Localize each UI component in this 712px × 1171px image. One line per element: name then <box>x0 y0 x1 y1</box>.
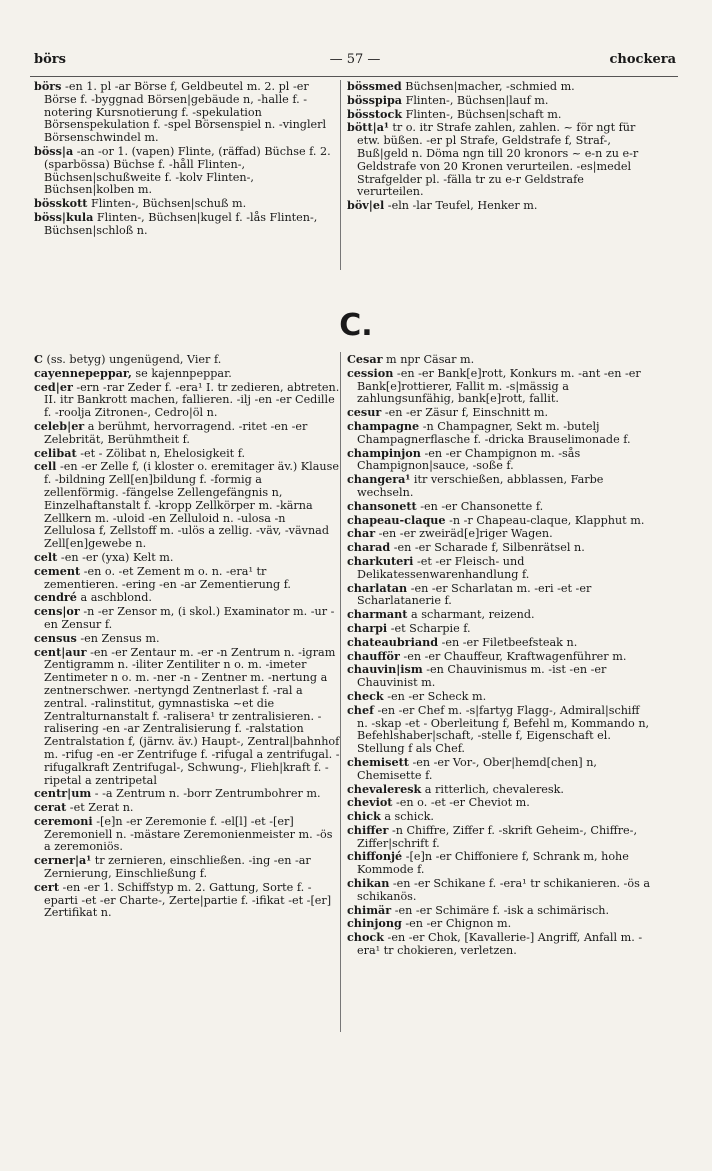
header-rule <box>30 76 678 77</box>
dictionary-entry <box>347 904 653 918</box>
dictionary-entry <box>347 931 653 958</box>
dictionary-entry <box>347 353 653 367</box>
entry-definition: -en -er Chok, [Kavallerie-] Angriff, Anfall m. -era¹ tr chokieren, verletzen. <box>357 931 643 958</box>
dictionary-entry <box>34 80 340 145</box>
dictionary-entry <box>347 541 653 555</box>
entry-definition: a scharmant, reizend. <box>407 608 535 622</box>
dictionary-entry <box>34 551 340 565</box>
dictionary-entry <box>34 565 340 592</box>
entry-headword: bössmed <box>347 79 402 93</box>
dictionary-entry <box>347 420 653 447</box>
entry-headword: census <box>34 630 77 645</box>
entry-definition: -en -er zweiräd[e]riger Wagen. <box>375 527 553 541</box>
entry-headword: cent|aur <box>34 644 87 659</box>
entry-headword: chaufför <box>347 648 400 663</box>
entry-headword: chauvin|ism <box>347 662 423 677</box>
dictionary-entry <box>34 211 340 238</box>
entry-headword: chimär <box>347 902 392 917</box>
entry-headword: chick <box>347 809 381 824</box>
dictionary-entry <box>347 527 653 541</box>
dictionary-entry <box>347 514 653 528</box>
entry-definition: se kajennpeppar. <box>131 366 232 380</box>
entry-headword: böss|kula <box>34 209 94 224</box>
entry-headword: ced|er <box>34 379 73 394</box>
entry-headword: chiffonjé <box>347 849 403 864</box>
dictionary-entry <box>347 473 653 500</box>
entry-headword: cell <box>34 459 57 474</box>
entry-headword: C <box>34 352 43 366</box>
entry-definition: -n -r Chapeau-claque, Klapphut m. <box>445 513 645 527</box>
dictionary-entry <box>347 796 653 810</box>
entry-definition: -en -er Scheck m. <box>383 689 487 703</box>
entry-headword: check <box>347 688 384 703</box>
entry-definition: -en -er Filetbeefsteak n. <box>438 635 578 649</box>
dictionary-entry <box>347 500 653 514</box>
entry-definition: -n -er Zensor m, (i skol.) Examinator m. -ur -en Zensur f. <box>44 605 335 631</box>
entry-headword: charmant <box>347 607 408 622</box>
entry-headword: chinjong <box>347 916 402 931</box>
entry-headword: cens|or <box>34 604 80 619</box>
dictionary-entry <box>347 447 653 474</box>
dictionary-entry <box>34 460 340 551</box>
entry-definition: -en -er Zäsur f, Einschnitt m. <box>381 406 549 420</box>
entry-headword: cert <box>34 879 59 894</box>
column-bottom-left <box>34 353 340 920</box>
entry-headword: cerner|a¹ <box>34 853 92 868</box>
entry-definition: a ritterlich, chevaleresk. <box>421 782 564 796</box>
entry-definition: -en -er Champignon m. -sås Champignon|sauce, -soße f. <box>357 446 581 473</box>
entry-definition: Flinten-, Büchsen|kugel f. -lås Flinten-, Büchsen|schloß n. <box>44 210 318 237</box>
dictionary-entry <box>347 783 653 797</box>
entry-definition: -en -er Vor-, Ober|hemd[chen] n, Chemisette f. <box>357 755 597 782</box>
entry-definition: (ss. betyg) ungenügend, Vier f. <box>42 353 222 366</box>
dictionary-entry <box>347 663 653 690</box>
entry-headword: chateaubriand <box>347 634 439 649</box>
entry-definition: Büchsen|macher, -schmied m. <box>401 80 575 93</box>
header-left-guideword: börs <box>34 52 66 67</box>
entry-definition: -en -er Bank[e]rott, Konkurs m. -ant -en -er Bank[e]rottierer, Fallit m. -s|mässig a zahlungsunfähig, bank[e]rott, fallit. <box>357 366 641 406</box>
dictionary-entry <box>347 690 653 704</box>
dictionary-entry <box>347 824 653 851</box>
entry-definition: -en -er Schimäre f. -isk a schimärisch. <box>391 903 610 917</box>
entry-headword: centr|um <box>34 786 92 801</box>
dictionary-entry <box>34 787 340 801</box>
column-top-left <box>34 80 340 238</box>
entry-definition: Flinten-, Büchsen|lauf m. <box>402 93 549 107</box>
dictionary-entry <box>347 582 653 609</box>
entry-headword: chapeau-claque <box>347 512 446 527</box>
dictionary-entry <box>347 704 653 756</box>
entry-definition: -en Zensus m. <box>76 631 160 645</box>
dictionary-entry <box>347 555 653 582</box>
entry-headword: Cesar <box>347 352 383 366</box>
entry-definition: a aschblond. <box>76 591 152 605</box>
entry-definition: -et Zerat n. <box>66 801 134 815</box>
dictionary-entry <box>347 622 653 636</box>
entry-headword: champagne <box>347 418 420 433</box>
entry-headword: char <box>347 526 376 541</box>
dictionary-entry <box>347 636 653 650</box>
entry-headword: chevaleresk <box>347 781 422 796</box>
dictionary-entry <box>34 447 340 461</box>
section-letter: C. <box>339 308 373 343</box>
entry-definition: -et - Zölibat n, Ehelosigkeit f. <box>76 446 245 460</box>
entry-definition: -n Chiffre, Ziffer f. -skrift Geheim-, Chiffre-, Ziffer|schrift f. <box>357 823 638 850</box>
dictionary-entry <box>34 420 340 447</box>
entry-definition: Flinten-, Büchsen|schuß m. <box>87 197 247 211</box>
entry-headword: böss|a <box>34 143 74 158</box>
entry-definition: tr o. itr Strafe zahlen, zahlen. ~ för ngt für etw. büßen. -er pl Strafe, Geldstrafe f, Straf-, Buß|geld n. Döma ngn till 20 kronors ~ e-n zu e-r Geldstrafe von 20 Kronen verurteilen. -es|medel Strafgelder pl. -fälla tr zu e-r Geldstrafe verurteilen. <box>357 121 639 199</box>
entry-headword: charlatan <box>347 580 408 595</box>
entry-definition: -en o. -et Zement m o. n. -era¹ tr zementieren. -ering -en -ar Zementierung f. <box>44 564 291 591</box>
dictionary-entry <box>347 756 653 783</box>
entry-headword: börs <box>34 79 62 93</box>
dictionary-entry <box>34 145 340 197</box>
entry-definition: -an -or 1. (vapen) Flinte, (räffad) Büchse f. 2. (sparbössa) Büchse f. -håll Flinten-, Büchsen|schußweite f. -kolv Flinten-, Büchsen|kolben m. <box>44 144 331 197</box>
dictionary-entry <box>347 608 653 622</box>
entry-headword: charad <box>347 540 391 555</box>
column-divider-top <box>340 80 341 270</box>
entry-headword: bösskott <box>34 196 88 211</box>
entry-headword: chef <box>347 702 374 717</box>
column-top-right <box>347 80 653 213</box>
entry-definition: -en Chauvinismus m. -ist -en -er Chauvinist m. <box>357 663 607 690</box>
entry-headword: celibat <box>34 445 77 460</box>
entry-definition: -[e]n -er Zeremonie f. -el[l] -et -[er] Zeremoniell n. -mästare Zeremonienmeister m. -ös a zeremoniös. <box>44 814 333 854</box>
entry-headword: bösstock <box>347 106 403 121</box>
dictionary-entry <box>347 108 653 122</box>
dictionary-entry <box>34 646 340 788</box>
entry-headword: cession <box>347 365 394 380</box>
entry-definition: -en o. -et -er Cheviot m. <box>392 796 530 810</box>
entry-definition: -et Scharpie f. <box>387 621 471 635</box>
dictionary-entry <box>34 854 340 881</box>
dictionary-entry <box>347 850 653 877</box>
column-divider-bottom <box>340 352 341 1032</box>
entry-definition: - -a Zentrum n. -borr Zentrumbohrer m. <box>91 787 321 801</box>
entry-definition: -n Champagner, Sekt m. -butelj Champagnerflasche f. -dricka Brauselimonade f. <box>357 419 631 446</box>
entry-definition: -en -er Chansonette f. <box>416 499 544 513</box>
entry-headword: ceremoni <box>34 813 93 828</box>
entry-definition: -en -er Scharlatan m. -eri -et -er Scharlatanerie f. <box>357 581 592 608</box>
dictionary-entry <box>347 406 653 420</box>
dictionary-entry <box>347 80 653 94</box>
entry-definition: a schick. <box>380 810 434 824</box>
dictionary-entry <box>347 650 653 664</box>
dictionary-entry <box>34 632 340 646</box>
entry-headword: celeb|er <box>34 418 85 433</box>
dictionary-entry <box>34 197 340 211</box>
entry-headword: cesur <box>347 405 382 420</box>
dictionary-entry <box>347 917 653 931</box>
dictionary-entry <box>347 810 653 824</box>
entry-definition: m npr Cäsar m. <box>382 353 475 366</box>
dictionary-entry <box>34 367 340 381</box>
entry-definition: -en -er Chauffeur, Kraftwagenführer m. <box>399 649 627 663</box>
entry-headword: changera¹ <box>347 472 411 487</box>
entry-definition: -en -er Chignon m. <box>401 917 512 931</box>
dictionary-entry <box>34 801 340 815</box>
entry-headword: böv|el <box>347 198 385 213</box>
entry-headword: cendré <box>34 590 77 605</box>
entry-definition: -en -er 1. Schiffstyp m. 2. Gattung, Sorte f. -eparti -et -er Charte-, Zerte|partie f. -ifikat -et -[er] Zertifikat n. <box>44 880 332 920</box>
entry-headword: chiffer <box>347 822 389 837</box>
entry-definition: -en -er Zentaur m. -er -n Zentrum n. -igram Zentigramm n. -iliter Zentiliter n o. m. -imeter Zentimeter n o. m. -ner -n - Zentner m. -nertung a zentnerschwer. -nertyngd Zentnerlast f. -ral a zentral. -ralinstitut, gymnastiska ~et die Zentralturnanstalt f. -ralisera¹ tr zentralisieren. -ralisering -en -ar Zentralisierung f. -ralstation Zentralstation f, (järnv. äv.) Haupt-, Zentral|bahnhof m. -rifug -en -er Zentrifuge f. -rifugal a zentrifugal. -rifugalkraft Zentrifugal-, Schwung-, Flieh|kraft f. -ripetal a zentripetal <box>44 645 340 787</box>
entry-headword: chansonett <box>347 498 417 513</box>
dictionary-entry <box>34 591 340 605</box>
entry-definition: -en -er Chef m. -s|fartyg Flagg-, Admiral|schiff n. -skap -et - Oberleitung f, Befehl m, Kommando n, Befehlshaber|schaft, -stelle f, Eigenschaft el. Stellung f als Chef. <box>357 703 650 756</box>
entry-headword: bött|a¹ <box>347 120 389 135</box>
dictionary-entry <box>347 877 653 904</box>
entry-definition: -eln -lar Teufel, Henker m. <box>384 199 538 213</box>
page-header <box>34 52 676 72</box>
entry-definition: -en -er Scharade f, Silbenrätsel n. <box>390 541 585 555</box>
entry-headword: cement <box>34 563 81 578</box>
entry-headword: charkuteri <box>347 553 414 568</box>
entry-headword: champinjon <box>347 445 421 460</box>
entry-definition: Flinten-, Büchsen|schaft m. <box>402 107 562 121</box>
entry-definition: -et -er Fleisch- und Delikatessenwarenhandlung f. <box>357 554 530 581</box>
entry-definition: -en 1. pl -ar Börse f, Geldbeutel m. 2. pl -er Börse f. -byggnad Börsen|gebäude n, -halle f. -notering Kursnotierung f. -spekulation Börsenspekulation f. -spel Börsenspiel n. -vinglerl Börsenschwindel m. <box>44 80 327 145</box>
entry-headword: chemisett <box>347 754 409 769</box>
dictionary-entry <box>34 353 340 367</box>
entry-definition: -ern -rar Zeder f. -era¹ I. tr zedieren, abtreten. II. itr Bankrott machen, fallieren. -ilj -en -er Cedille f. -roolja Zitronen-, Cedro|öl n. <box>44 380 340 420</box>
dictionary-entry <box>347 121 653 199</box>
dictionary-entry <box>34 881 340 920</box>
entry-headword: cayennepeppar, <box>34 365 132 380</box>
entry-definition: -en -er Schikane f. -era¹ tr schikanieren. -ös a schikanös. <box>357 877 651 903</box>
dictionary-entry <box>347 199 653 213</box>
column-bottom-right <box>347 353 653 958</box>
entry-headword: charpi <box>347 620 388 635</box>
entry-definition: -en -er Zelle f, (i kloster o. eremitager äv.) Klause f. -bildning Zell[en]bildung f. -formig a zellenförmig. -fängelse Zellengefängnis n, Einzelhaftanstalt f. -kropp Zellkörper m. -kärna Zellkern m. -uloid -en Zelluloid n. -ulosa -n Zellulosa f, Zellstoff m. -ulös a zellig. -väv, -vävnad Zell[en]gewebe n. <box>44 460 339 551</box>
page-number: — 57 — <box>329 52 381 67</box>
entry-definition: tr zernieren, einschließen. -ing -en -ar Zernierung, Einschließung f. <box>44 854 311 881</box>
entry-definition: itr verschießen, abblassen, Farbe wechseln. <box>357 473 604 499</box>
entry-definition: a berühmt, hervorragend. -ritet -en -er Zelebrität, Berühmtheit f. <box>44 419 308 446</box>
entry-headword: celt <box>34 549 58 564</box>
entry-definition: -[e]n -er Chiffoniere f, Schrank m, hohe Kommode f. <box>357 850 629 877</box>
entry-headword: cheviot <box>347 795 393 810</box>
entry-headword: cerat <box>34 800 67 815</box>
entry-headword: bösspipa <box>347 92 403 107</box>
header-right-guideword: chockera <box>609 52 676 67</box>
dictionary-entry <box>347 367 653 406</box>
entry-definition: -en -er (yxa) Kelt m. <box>57 550 174 564</box>
dictionary-entry <box>347 94 653 108</box>
entry-headword: chikan <box>347 876 390 891</box>
entry-headword: chock <box>347 930 384 945</box>
dictionary-entry <box>34 605 340 632</box>
dictionary-entry <box>34 381 340 420</box>
dictionary-entry <box>34 815 340 854</box>
